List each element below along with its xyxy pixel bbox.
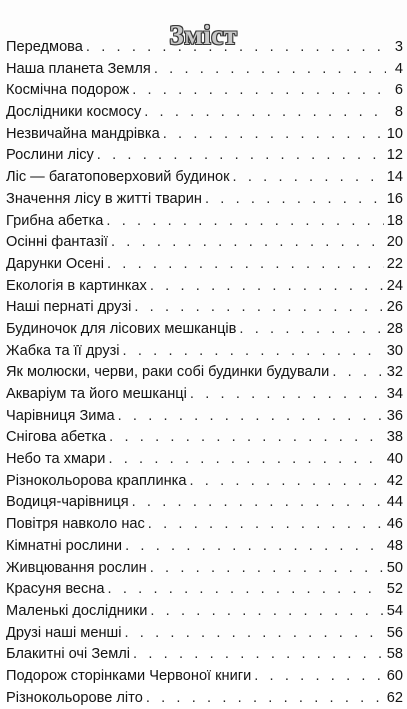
toc-entry-title: Будиночок для лісових мешканців <box>6 320 237 337</box>
dot-leader <box>97 145 384 167</box>
toc-entry <box>0 232 407 254</box>
toc-entry-page-number: 56 <box>386 624 403 641</box>
toc-entry <box>0 644 407 666</box>
toc-entry-page-number: 46 <box>386 516 403 533</box>
toc-entry-page-number: 10 <box>386 125 403 142</box>
toc-entry-page-number: 44 <box>386 494 403 511</box>
toc-entry-title: Наша планета Земля <box>6 60 151 77</box>
dot-leader <box>150 601 383 623</box>
toc-entry-page-number: 18 <box>386 212 403 229</box>
toc-entry-page-number: 30 <box>386 342 403 359</box>
toc-entry <box>0 384 407 406</box>
toc-entry-page-number: 50 <box>386 559 403 576</box>
toc-entry <box>0 601 407 623</box>
dot-leader <box>144 102 386 124</box>
toc-entry-title: Кімнатні рослини <box>6 537 123 554</box>
toc-entry <box>0 536 407 558</box>
toc-entry-title: Дослідники космосу <box>6 104 142 121</box>
dot-leader <box>163 124 384 146</box>
dot-leader <box>154 59 386 81</box>
toc-entry <box>0 623 407 645</box>
toc-entry-page-number: 52 <box>386 581 403 598</box>
dot-leader <box>86 37 386 59</box>
dot-leader <box>108 579 384 601</box>
toc-entry-page-number: 58 <box>386 646 403 663</box>
toc-entry-title: Рослини лісу <box>6 147 94 164</box>
dot-leader <box>123 341 384 363</box>
toc-entry-page-number: 28 <box>386 320 403 337</box>
toc-entry-page-number: 42 <box>386 472 403 489</box>
dot-leader <box>125 536 384 558</box>
dot-leader <box>132 492 384 514</box>
toc-entry <box>0 102 407 124</box>
toc-entry-title: Водиця-чарівниця <box>6 494 129 511</box>
dot-leader <box>150 558 384 580</box>
toc-entry <box>0 297 407 319</box>
toc-entry-page-number: 38 <box>386 429 403 446</box>
toc-entry <box>0 579 407 601</box>
toc-entry-title: Блакитні очі Землі <box>6 646 131 663</box>
toc-entry <box>0 189 407 211</box>
dot-leader <box>148 514 384 536</box>
toc-entry-title: Чарівниця Зима <box>6 407 115 424</box>
toc-entry-page-number: 16 <box>386 190 403 207</box>
toc-entry-title: Різнокольорове літо <box>6 689 143 706</box>
toc-entry-page-number: 3 <box>394 39 403 55</box>
dot-leader <box>150 276 384 298</box>
toc-entry-title: Друзі наші менші <box>6 624 122 641</box>
toc-entry <box>0 362 407 384</box>
toc-entry <box>0 211 407 233</box>
toc-entry <box>0 124 407 146</box>
toc-entry <box>0 254 407 276</box>
dot-leader <box>233 167 384 189</box>
toc-entry <box>0 37 407 59</box>
toc-entry-title: Снігова абетка <box>6 429 107 446</box>
toc-entry-page-number: 26 <box>386 299 403 316</box>
dot-leader <box>239 319 383 341</box>
toc-entry-title: Передмова <box>6 39 83 55</box>
dot-leader <box>189 471 383 493</box>
toc-entry-page-number: 6 <box>394 82 403 99</box>
toc-entry-title: Дарунки Осені <box>6 255 104 272</box>
toc-entry-title: Жабка та її друзі <box>6 342 120 359</box>
dot-leader <box>124 623 383 645</box>
toc-entry <box>0 341 407 363</box>
dot-leader <box>108 449 383 471</box>
toc-entry <box>0 145 407 167</box>
toc-entry <box>0 471 407 493</box>
toc-entry <box>0 449 407 471</box>
toc-entry-page-number: 48 <box>386 537 403 554</box>
toc-entry-title: Осінні фантазії <box>6 234 108 251</box>
toc-entry <box>0 492 407 514</box>
dot-leader <box>109 427 384 449</box>
toc-entry-title: Ліс — багатоповерховий будинок <box>6 169 230 186</box>
toc-entry-title: Красуня весна <box>6 581 105 598</box>
toc-entry-title: Як молюски, черви, раки собі будинки будували <box>6 364 330 381</box>
toc-entry-title: Акваріум та його мешканці <box>6 386 187 402</box>
dot-leader <box>146 688 384 709</box>
table-of-contents <box>0 37 407 709</box>
toc-entry <box>0 688 407 709</box>
dot-leader <box>254 666 384 688</box>
dot-leader <box>118 406 384 428</box>
toc-entry-page-number: 54 <box>386 602 403 619</box>
toc-entry-title: Повітря навколо нас <box>6 516 145 533</box>
dot-leader <box>190 384 384 406</box>
toc-entry <box>0 276 407 298</box>
toc-entry-title: Небо та хмари <box>6 451 106 468</box>
toc-entry-page-number: 12 <box>386 147 403 164</box>
toc-entry-page-number: 62 <box>386 689 403 706</box>
toc-entry-page-number: 8 <box>394 104 403 121</box>
page-title: Зміст <box>169 20 238 51</box>
toc-entry-title: Космічна подорож <box>6 82 130 99</box>
toc-entry-title: Подорож сторінками Червоної книги <box>6 667 252 684</box>
dot-leader <box>111 232 384 254</box>
toc-entry-title: Маленькі дослідники <box>6 602 148 619</box>
dot-leader <box>106 211 383 233</box>
toc-entry-page-number: 32 <box>386 364 403 381</box>
dot-leader <box>205 189 384 211</box>
toc-entry-page-number: 20 <box>386 234 403 251</box>
toc-entry-title: Значення лісу в житті тварин <box>6 190 202 207</box>
toc-entry <box>0 319 407 341</box>
toc-entry-page-number: 22 <box>386 255 403 272</box>
toc-entry <box>0 514 407 536</box>
dot-leader <box>134 297 383 319</box>
toc-entry <box>0 558 407 580</box>
dot-leader <box>107 254 384 276</box>
toc-entry-title: Екологія в картинках <box>6 277 147 294</box>
toc-entry-title: Живцювання рослин <box>6 559 147 576</box>
dot-leader <box>132 80 386 102</box>
toc-entry-page-number: 60 <box>386 667 403 684</box>
toc-entry-title: Наші пернаті друзі <box>6 299 132 316</box>
toc-entry-page-number: 4 <box>394 60 403 77</box>
toc-entry-page-number: 14 <box>386 169 403 186</box>
toc-entry-title: Грибна абетка <box>6 212 104 229</box>
toc-entry <box>0 427 407 449</box>
toc-entry-page-number: 36 <box>386 407 403 424</box>
toc-entry <box>0 167 407 189</box>
toc-entry <box>0 80 407 102</box>
toc-entry-title: Незвичайна мандрівка <box>6 125 160 142</box>
toc-entry <box>0 59 407 81</box>
toc-entry-page-number: 40 <box>386 451 403 468</box>
toc-entry <box>0 666 407 688</box>
toc-entry <box>0 406 407 428</box>
toc-entry-page-number: 34 <box>386 386 403 402</box>
toc-entry-title: Різнокольорова краплинка <box>6 472 187 489</box>
dot-leader <box>332 362 383 384</box>
toc-entry-page-number: 24 <box>386 277 403 294</box>
dot-leader <box>133 644 384 666</box>
